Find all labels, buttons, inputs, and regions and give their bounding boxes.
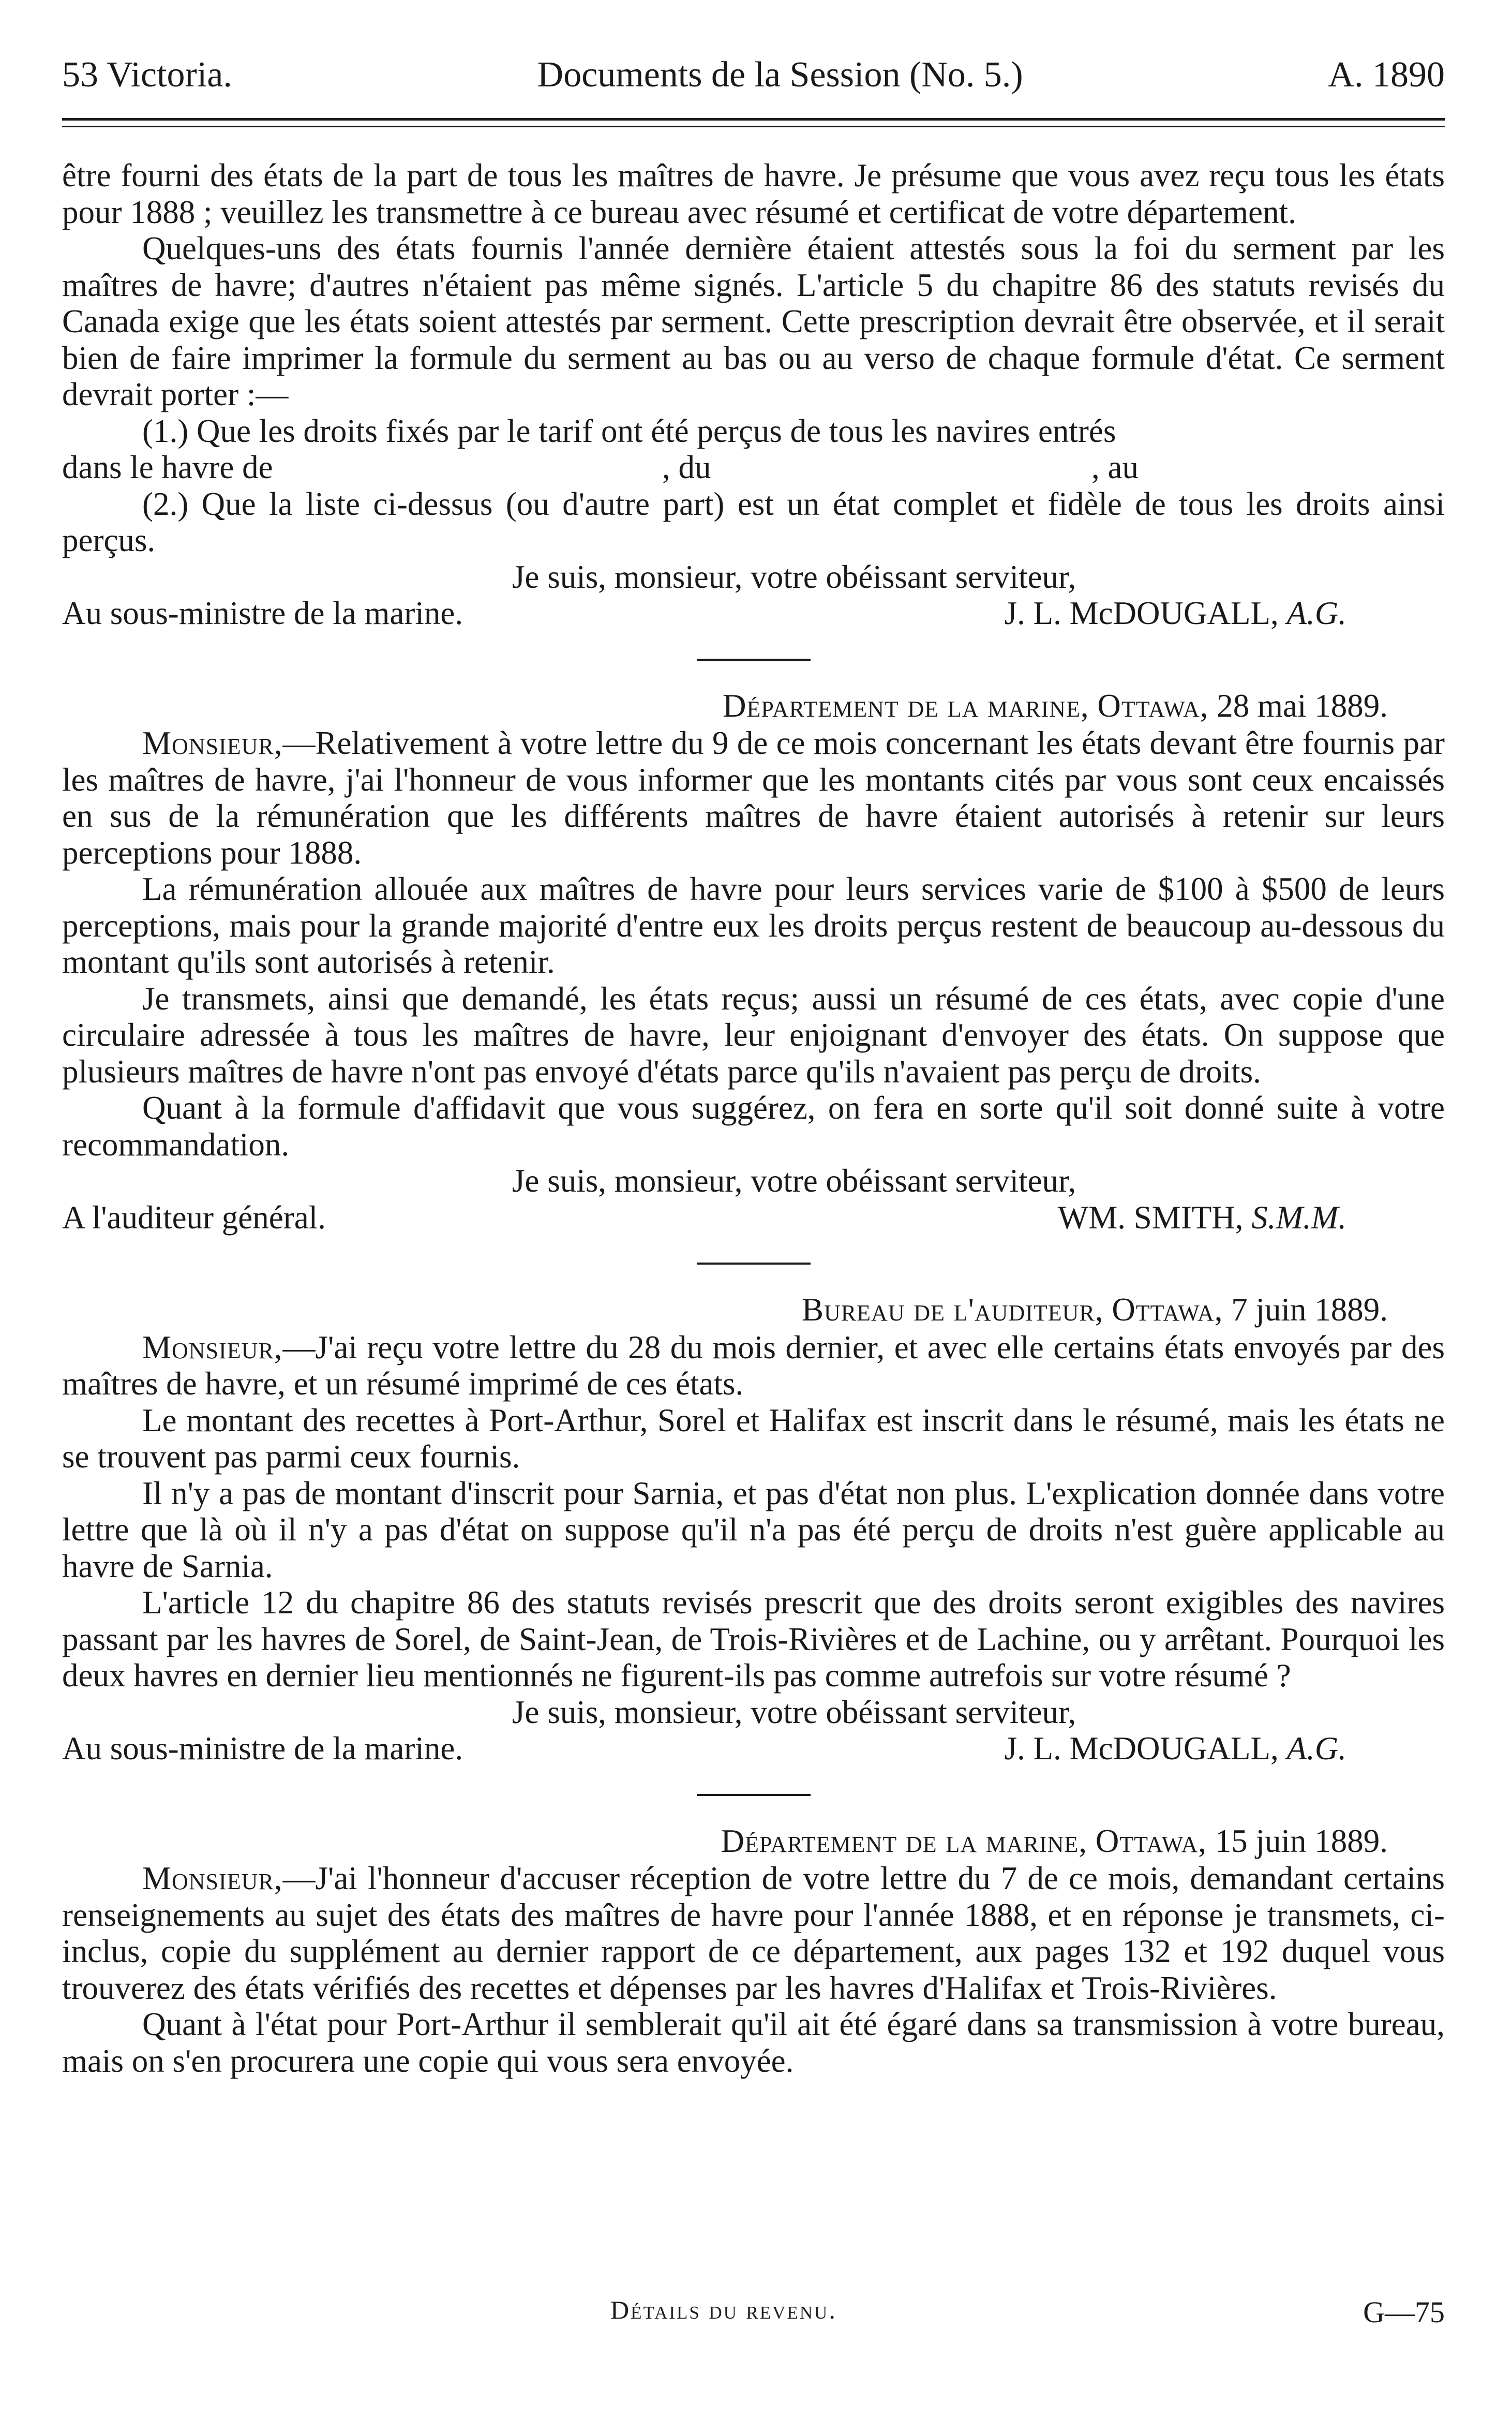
paragraph: Je transmets, ainsi que demandé, les états reçus; aussi un résumé de ces états, avec copie d'une circulaire adressée à tous les maîtres de havre, leur enjoignant d'envoyer des états. On suppose que plusieurs maîtres de havre n'ont pas envoyé d'états parce qu'ils n'avaient pas perçu de droits. [62,980,1445,1090]
page-header [62,57,1445,93]
paragraph: La rémunération allouée aux maîtres de havre pour leurs services varie de $100 à $500 de leurs perceptions, mais pour la grande majorité d'entre eux les droits perçus restent de beaucoup au-dessous du montant qu'ils sont autorisés à retenir. [62,871,1445,980]
letter-closing: Je suis, monsieur, votre obéissant serviteur, [512,1163,1076,1199]
letter-closing: Je suis, monsieur, votre obéissant serviteur, [512,1694,1076,1730]
paragraph: Monsieur,—J'ai reçu votre lettre du 28 du mois dernier, et avec elle certains états envoyés par des maîtres de havre, et un résumé imprimé de ces états. [62,1329,1445,1402]
paragraph: Il n'y a pas de montant d'inscrit pour Sarnia, et pas d'état non plus. L'explication donnée dans votre lettre que là où il n'y a pas d'état on suppose qu'il n'a pas été perçu de droits n'est guère applicable au havre de Sarnia. [62,1475,1445,1584]
paragraph: Monsieur,—Relativement à votre lettre du 9 de ce mois concernant les états devant être fournis par les maîtres de havre, j'ai l'honneur de vous informer que les montants cités par vous sont ceux encaissés en sus de la rémunération que les différents maîtres de havre étaient autorisés à retenir sur leurs perceptions pour 1888. [62,725,1445,871]
letter-dateline: Département de la marine, Ottawa, 15 juin 1889. [721,1822,1388,1859]
letter-signature: WM. SMITH, S.M.M. [1057,1199,1346,1236]
letter-addressee: Au sous-ministre de la marine. [62,1730,463,1767]
page-footer [610,2295,1445,2329]
oath-blank-du: , du [662,449,711,485]
paragraph: être fourni des états de la part de tous les maîtres de havre. Je présume que vous avez reçu tous les états pour 1888 ; veuillez les transmettre à ce bureau avec résumé et certificat de votre département. [62,157,1445,230]
letter-signature: J. L. McDOUGALL, A.G. [1004,595,1346,631]
header-year: A. 1890 [1328,55,1445,95]
salutation: Monsieur, [142,1860,283,1896]
oath-blank-au: , au [1091,449,1139,485]
section-divider [697,1794,811,1796]
letter-closing: Je suis, monsieur, votre obéissant serviteur, [512,558,1076,595]
paragraph: (1.) Que les droits fixés par le tarif ont été perçus de tous les navires entrés [142,412,1116,449]
paragraph: Quant à l'état pour Port-Arthur il semblerait qu'il ait été égaré dans sa transmission à votre bureau, mais on s'en procurera une copie qui vous sera envoyée. [62,2006,1445,2079]
signature-line [62,1199,1445,1236]
salutation: Monsieur, [142,1329,283,1366]
section-divider [697,659,811,661]
letter-dateline: Bureau de l'auditeur, Ottawa, 7 juin 1889. [802,1292,1388,1328]
salutation: Monsieur, [142,725,283,761]
signature-line [62,1730,1445,1767]
header-volume: 53 Victoria. [62,55,232,95]
paragraph: Le montant des recettes à Port-Arthur, Sorel et Halifax est inscrit dans le résumé, mais les états ne se trouvent pas parmi ceux fournis. [62,1402,1445,1475]
page-code: G—75 [1363,2295,1445,2329]
section-divider [697,1263,811,1265]
paragraph: L'article 12 du chapitre 86 des statuts revisés prescrit que des droits seront exigibles des navires passant par les havres de Sorel, de Saint-Jean, de Trois-Rivières et de Lachine, ou y arrêtant. Pourquoi les deux havres en dernier lieu mentionnés ne figurent-ils pas comme autrefois sur votre résumé ? [62,1584,1445,1694]
oath-blank-havre: dans le havre de [62,449,273,485]
letter-dateline: Département de la marine, Ottawa, 28 mai 1889. [723,687,1388,724]
paragraph: (2.) Que la liste ci-dessus (ou d'autre part) est un état complet et fidèle de tous les droits ainsi perçus. [62,485,1445,558]
paragraph: Quelques-uns des états fournis l'année dernière étaient attestés sous la foi du serment par les maîtres de havre; d'autres n'étaient pas même signés. L'article 5 du chapitre 86 des statuts revisés du Canada exige que les états soient attestés par serment. Cette prescription devrait être observée, et il serait bien de faire imprimer la formule du serment au bas ou au verso de chaque formule d'état. Ce serment devrait porter :— [62,230,1445,412]
running-footer: Détails du revenu. [610,2295,837,2324]
letter-addressee: A l'auditeur général. [62,1199,326,1236]
oath-blanks-line [62,449,1445,486]
header-rule [62,118,1445,127]
document-body [62,157,1445,2079]
letter-addressee: Au sous-ministre de la marine. [62,595,463,631]
signature-line [62,595,1445,632]
paragraph: Monsieur,—J'ai l'honneur d'accuser réception de votre lettre du 7 de ce mois, demandant certains renseignements au sujet des états des maîtres de havre pour l'année 1888, et en réponse je transmets, ci-inclus, copie du supplément au dernier rapport de ce département, aux pages 132 et 192 duquel vous trouverez des états vérifiés des recettes et dépenses par les havres d'Halifax et Trois-Rivières. [62,1860,1445,2006]
letter-signature: J. L. McDOUGALL, A.G. [1004,1730,1346,1767]
paragraph: Quant à la formule d'affidavit que vous suggérez, on fera en sorte qu'il soit donné suite à votre recommandation. [62,1090,1445,1163]
header-title: Documents de la Session (No. 5.) [537,55,1023,95]
